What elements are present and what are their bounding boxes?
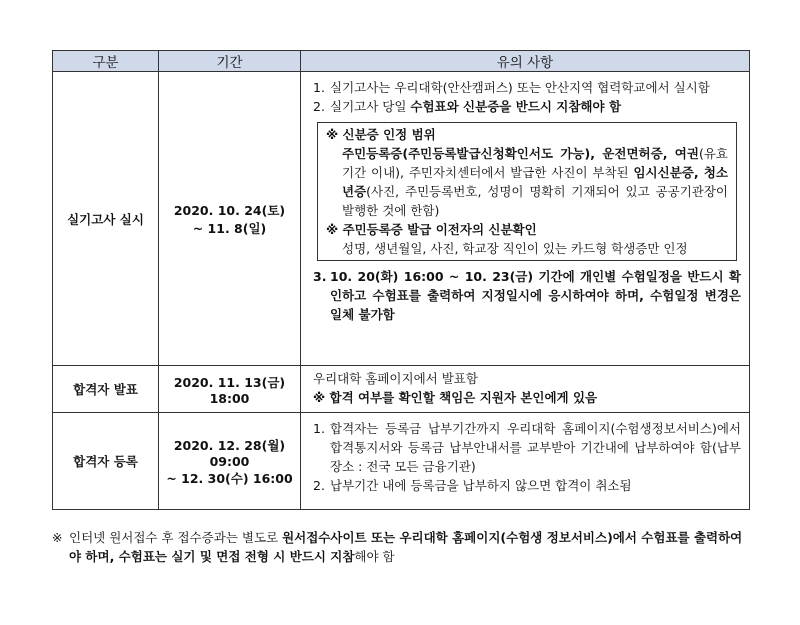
item-text: 합격자는 등록금 납부기간까지 우리대학 홈페이지(수험생정보서비스)에서 합격통지서와 등록금 납부안내서를 교부받아 기간내에 납부하여야 함(납부장소 : 전국 모든 금융기관): [330, 421, 741, 474]
item-text: 납부기간 내에 등록금을 납부하지 않으면 합격이 취소됨: [330, 478, 632, 493]
footnote: [52, 528, 752, 566]
item-number: 2.: [313, 99, 325, 114]
item-text: 10. 20(화) 16:00 ~ 10. 23(금) 기간에 개인별 수험일정을 반드시 확인하고 수험표를 출력하여 지정일시에 응시하여야 하며, 수험일정 변경은 일체 불가함: [330, 269, 741, 322]
period-start: 2020. 12. 28(월) 09:00: [173, 437, 286, 469]
note-line: ※ 합격 여부를 확인할 책임은 지원자 본인에게 있음: [313, 390, 598, 405]
item-number: 1.: [313, 80, 325, 95]
item-text-plain: 실기고사 당일: [330, 99, 411, 114]
row-period: [159, 72, 301, 366]
note-item: [313, 419, 741, 476]
row-notes: [301, 72, 750, 366]
row-category: 실기고사 실시: [53, 72, 159, 366]
row-category: 합격자 등록: [53, 413, 159, 510]
header-notes: 유의 사항: [301, 51, 750, 72]
header-period: 기간: [159, 51, 301, 72]
period-end: ~ 12. 30(수) 16:00: [166, 470, 293, 486]
item-number: 3.: [313, 269, 327, 284]
row-notes: [301, 413, 750, 510]
row-period: [159, 413, 301, 510]
schedule-table: [52, 50, 750, 510]
header-category: 구분: [53, 51, 159, 72]
footnote-text: [69, 528, 752, 566]
row-category: 합격자 발표: [53, 366, 159, 413]
item-number: 1.: [313, 421, 325, 436]
row-notes: [301, 366, 750, 413]
footnote-bold: 원서접수사이트 또는 우리대학 홈페이지(수험생 정보서비스)에서 수험표를 출력하여야 하며, 수험표는 실기 및 면접 전형 시 반드시 지참: [69, 530, 743, 564]
table-row: [53, 366, 750, 413]
box-bold: 임시신분증, 청소년증: [342, 165, 728, 199]
box-plain: (유효기간 이내), 주민자치센터에서 발급한 사진이 부착된: [342, 146, 728, 180]
note-item: [313, 97, 741, 116]
note-item: [313, 476, 741, 495]
row-period: 2020. 11. 13(금) 18:00: [159, 366, 301, 413]
table-header-row: [53, 51, 750, 72]
box-heading: ※ 신분증 인정 범위: [326, 127, 436, 142]
box-plain: (사진, 주민등록번호, 성명이 명확히 기재되어 있고 공공기관장이 발행한 것에 한함): [342, 184, 728, 218]
item-text-bold: 수험표와 신분증을 반드시 지참해야 함: [410, 99, 622, 114]
item-number: 2.: [313, 478, 325, 493]
box-body: 성명, 생년월일, 사진, 학교장 직인이 있는 카드형 학생증만 인정: [342, 241, 688, 256]
box-body: [326, 144, 728, 220]
period-end: ~ 11. 8(일): [192, 220, 267, 236]
note-item: [313, 78, 741, 97]
item-text: 실기고사는 우리대학(안산캠퍼스) 또는 안산지역 협력학교에서 실시함: [330, 80, 710, 95]
footnote-plain: 인터넷 원서접수 후 접수증과는 별도로: [69, 530, 283, 545]
table-row: [53, 72, 750, 366]
box-heading: ※ 주민등록증 발급 이전자의 신분확인: [326, 222, 537, 237]
period-start: 2020. 10. 24(토): [173, 202, 286, 218]
table-row: [53, 413, 750, 510]
id-info-box: [317, 122, 737, 261]
footnote-plain: 해야 함: [354, 549, 395, 564]
box-bold: 주민등록증(주민등록발급신청확인서도 가능), 운전면허증, 여권: [342, 146, 699, 161]
note-line: 우리대학 홈페이지에서 발표함: [313, 371, 478, 386]
note-item: [313, 267, 741, 324]
footnote-mark: ※: [52, 530, 63, 545]
item-text: [330, 97, 741, 116]
